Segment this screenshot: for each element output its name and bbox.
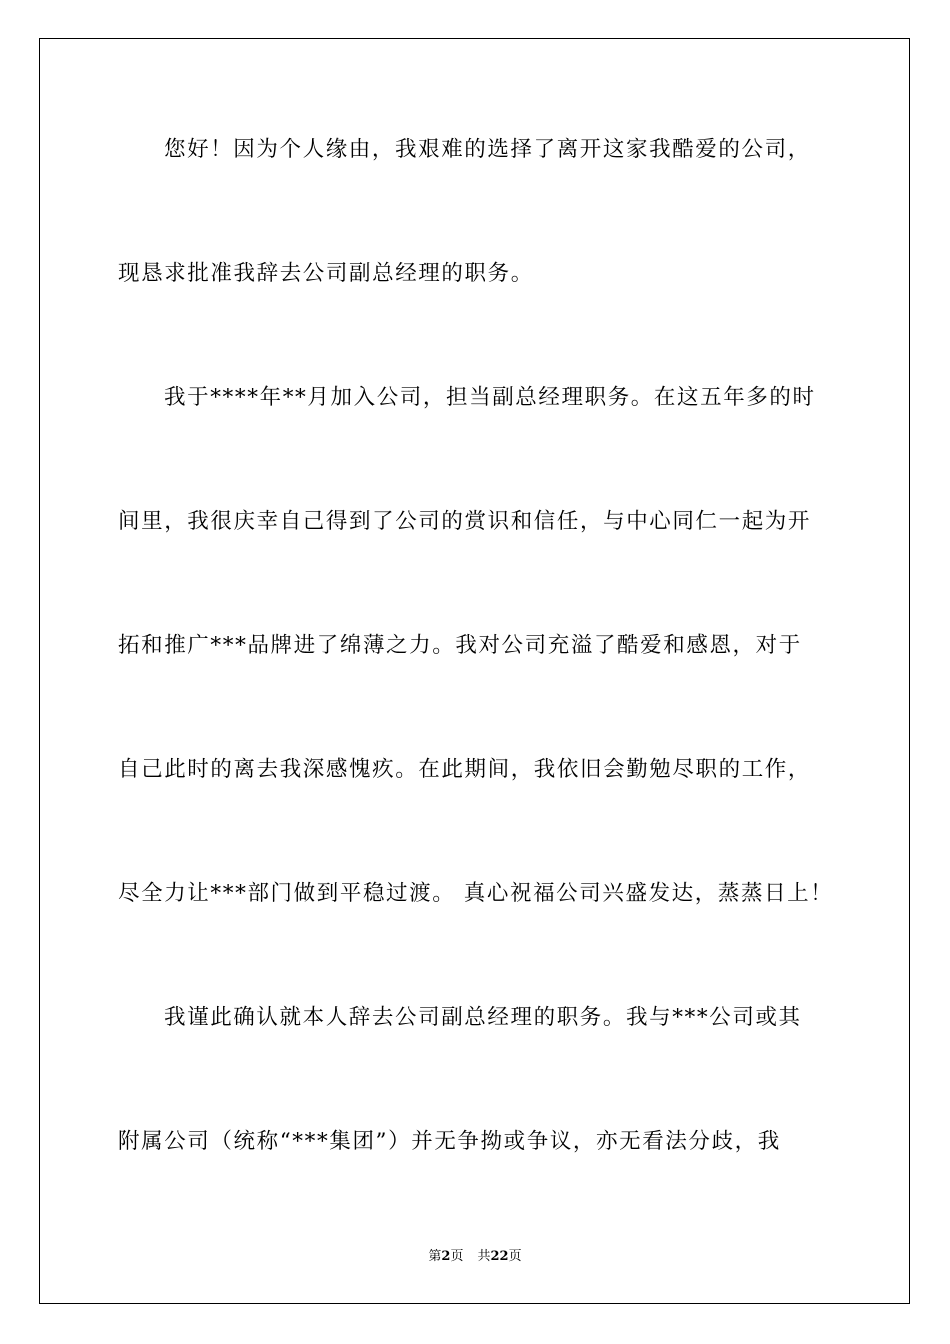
paragraph-2-line-2: 间里，我很庆幸自己得到了公司的赏识和信任，与中心同仁一起为开: [118, 509, 812, 534]
paragraph-3-line-1: 我谨此确认就本人辞去公司副总经理的职务。我与***公司或其: [164, 1005, 802, 1030]
page-border: [39, 38, 910, 1304]
page-number-prefix: 第: [428, 1249, 442, 1264]
total-pages: 22: [490, 1249, 509, 1264]
paragraph-2-line-5: 尽全力让***部门做到平稳过渡。 真心祝福公司兴盛发达，蒸蒸日上！: [118, 881, 834, 906]
paragraph-3-line-2: 附属公司（统称“***集团”）并无争拗或争议，亦无看法分歧，我: [118, 1129, 781, 1154]
page-number-suffix: 页: [450, 1249, 464, 1264]
paragraph-1-line-1: 您好！因为个人缘由，我艰难的选择了离开这家我酷爱的公司，: [164, 137, 811, 162]
page-footer: [0, 1248, 950, 1266]
page-number: 2: [441, 1249, 451, 1264]
paragraph-2-line-3: 拓和推广***品牌进了绵薄之力。我对公司充溢了酷爱和感恩，对于: [118, 633, 802, 658]
paragraph-1-line-2: 现恳求批准我辞去公司副总经理的职务。: [118, 261, 534, 286]
paragraph-2-line-4: 自己此时的离去我深感愧疚。在此期间，我依旧会勤勉尽职的工作，: [118, 757, 812, 782]
paragraph-2-line-1: 我于****年**月加入公司，担当副总经理职务。在这五年多的时: [164, 385, 816, 410]
total-pages-suffix: 页: [508, 1249, 522, 1264]
total-pages-prefix: 共: [477, 1249, 491, 1264]
